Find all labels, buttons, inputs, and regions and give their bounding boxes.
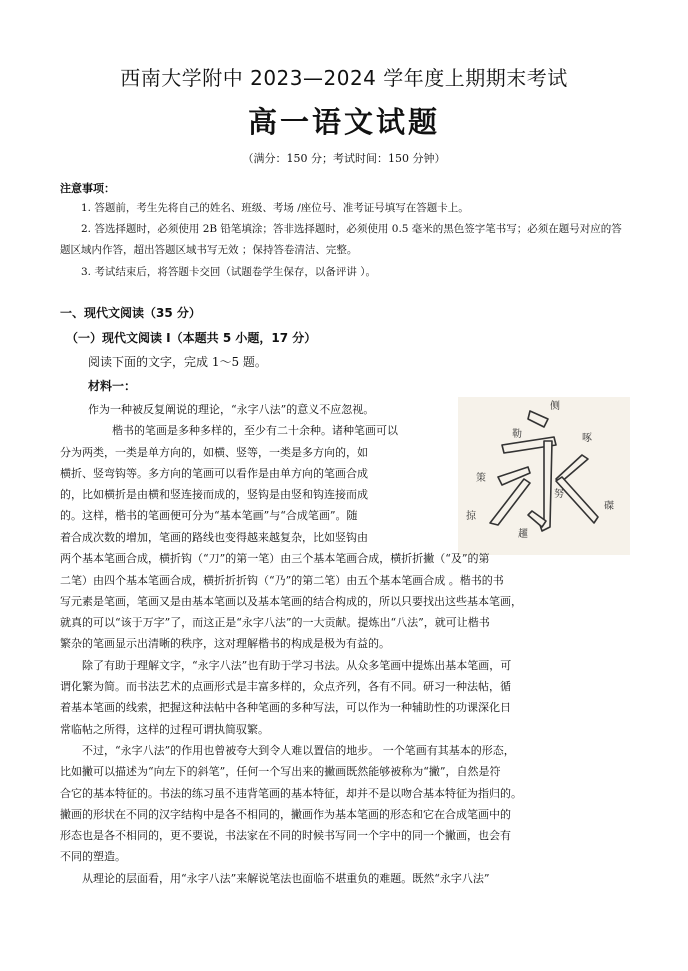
notice-item-3: 3. 考试结束后，将答题卡交回（试题卷学生保存，以备评讲 ）。 [81, 266, 376, 278]
exam-subject-title: 高一语文试题 [247, 105, 440, 139]
passage-line: 分为两类，一类是单方向的，如横、竖等，一类是多方向的，如 [60, 445, 368, 459]
label-zhe: 磔 [604, 501, 614, 512]
passage-line: 的。这样，楷书的笔画便可分为“基本笔画”与“合成笔画”。随 [60, 509, 358, 523]
passage-line: 写元素是笔画，笔画又是由基本笔画以及基本笔画的结合构成的，所以只要找出这些基本笔画， [60, 594, 522, 608]
label-ti: 趯 [518, 529, 528, 540]
passage-line: 比如撇可以描述为“向左下的斜笔”，任何一个写出来的撇画既然能够被称为“撇”，自然是符 [60, 765, 501, 779]
reading-instruction: 阅读下面的文字，完成 1～5 题。 [88, 355, 267, 369]
passage-line: 着合成次数的增加，笔画的路线也变得越来越复杂，比如竖钩由 [60, 531, 368, 544]
passage-line: 形态也是各不相同的，更不要说，书法家在不同的时候书写同一个字中的同一个撇画，也会有 [60, 829, 511, 843]
stroke-ce [528, 411, 548, 427]
label-nu: 努 [554, 489, 564, 500]
passage-line: 繁杂的笔画显示出清晰的秩序，这对理解楷书的构成是极为有益的。 [60, 637, 390, 651]
passage-line: 楷书的笔画是多种多样的，至少有二十余种。诸种笔画可以 [112, 424, 398, 438]
stroke-lue [490, 479, 530, 525]
notice-item-2: 2. 答选择题时，必须使用 2B 铅笔填涂；答非选择题时，必须使用 0.5 毫米的黑色签字笔书写；必须在题号对应的答题区域内作答，超出答题区域书写无效 ；保持答卷清洁、完整。 [60, 223, 622, 256]
passage-line: 横折、竖弯钩等。多方向的笔画可以看作是由单方向的笔画合成 [60, 466, 368, 480]
passage-line: 不同的塑造。 [60, 850, 126, 864]
exam-school-title: 西南大学附中 2023—2024 学年度上期期末考试 [120, 66, 568, 90]
passage-line: 两个基本笔画合成，横折钩（“刀”的第一笔）由三个基本笔画合成，横折折撇（“及”的第 [60, 552, 490, 566]
passage-line: 着基本笔画的线索，把握这种法帖中各种笔画的多种写法，可以作为一种辅助性的功课深化日 [60, 701, 511, 715]
passage-wrapped-block [60, 399, 455, 527]
passage-line: 就真的可以“该于万字”了，而这正是“永字八法”的一大贡献。提炼出“八法”，就可让楷书 [60, 616, 490, 630]
score-time-line: （满分：150 分；考试时间：150 分钟） [242, 152, 446, 165]
label-le: 勒 [512, 429, 522, 440]
passage-line: 撇画的形状在不同的汉字结构中是各不相同的，撇画作为基本笔画的形态和它在合成笔画中的 [60, 807, 511, 821]
notice-title: 注意事项： [60, 182, 115, 195]
passage-full-block [60, 527, 632, 889]
passage-line: 合它的基本特征的。书法的练习虽不违背笔画的基本特征，却并不是以吻合基本特征为指归的。 [60, 786, 522, 800]
label-ce2: 策 [476, 473, 486, 484]
notice-item-1: 1. 答题前，考生先将自己的姓名、班级、考场 /座位号、准考证号填写在答题卡上。 [81, 202, 469, 214]
passage-line: 谓化繁为简。而书法艺术的点画形式是丰富多样的，众点齐列，各有不同。研习一种法帖，循 [60, 680, 511, 694]
section-title: 一、现代文阅读（35 分） [60, 306, 201, 320]
label-ce: 侧 [550, 401, 560, 412]
passage-line: 的，比如横折是由横和竖连接而成的，竖钩是由竖和钩连接而成 [60, 488, 368, 502]
passage-line: 二笔）由四个基本笔画合成，横折折折钩（“乃”的第二笔）由五个基本笔画合成 。楷书的书 [60, 573, 504, 587]
subsection-title: （一）现代文阅读 I（本题共 5 小题，17 分） [66, 331, 317, 345]
material-label: 材料一： [88, 379, 137, 393]
label-lue: 掠 [466, 511, 476, 522]
passage-line: 作为一种被反复阐说的理论，“永字八法”的意义不应忽视。 [88, 403, 375, 416]
passage-line: 不过，“永字八法”的作用也曾被夸大到令人难以置信的地步。 一个笔画有其基本的形态， [60, 743, 515, 757]
passage-line: 除了有助于理解文字，“永字八法”也有助于学习书法。从众多笔画中提炼出基本笔画，可 [60, 658, 512, 672]
stroke-zhe [556, 477, 598, 523]
passage-line: 常临帖之所得，这样的过程可谓执简驭繁。 [60, 722, 269, 736]
passage-line: 从理论的层面看，用“永字八法”来解说笔法也面临不堪重负的难题。既然“永字八法” [60, 871, 490, 885]
label-zhuo: 啄 [582, 433, 592, 444]
